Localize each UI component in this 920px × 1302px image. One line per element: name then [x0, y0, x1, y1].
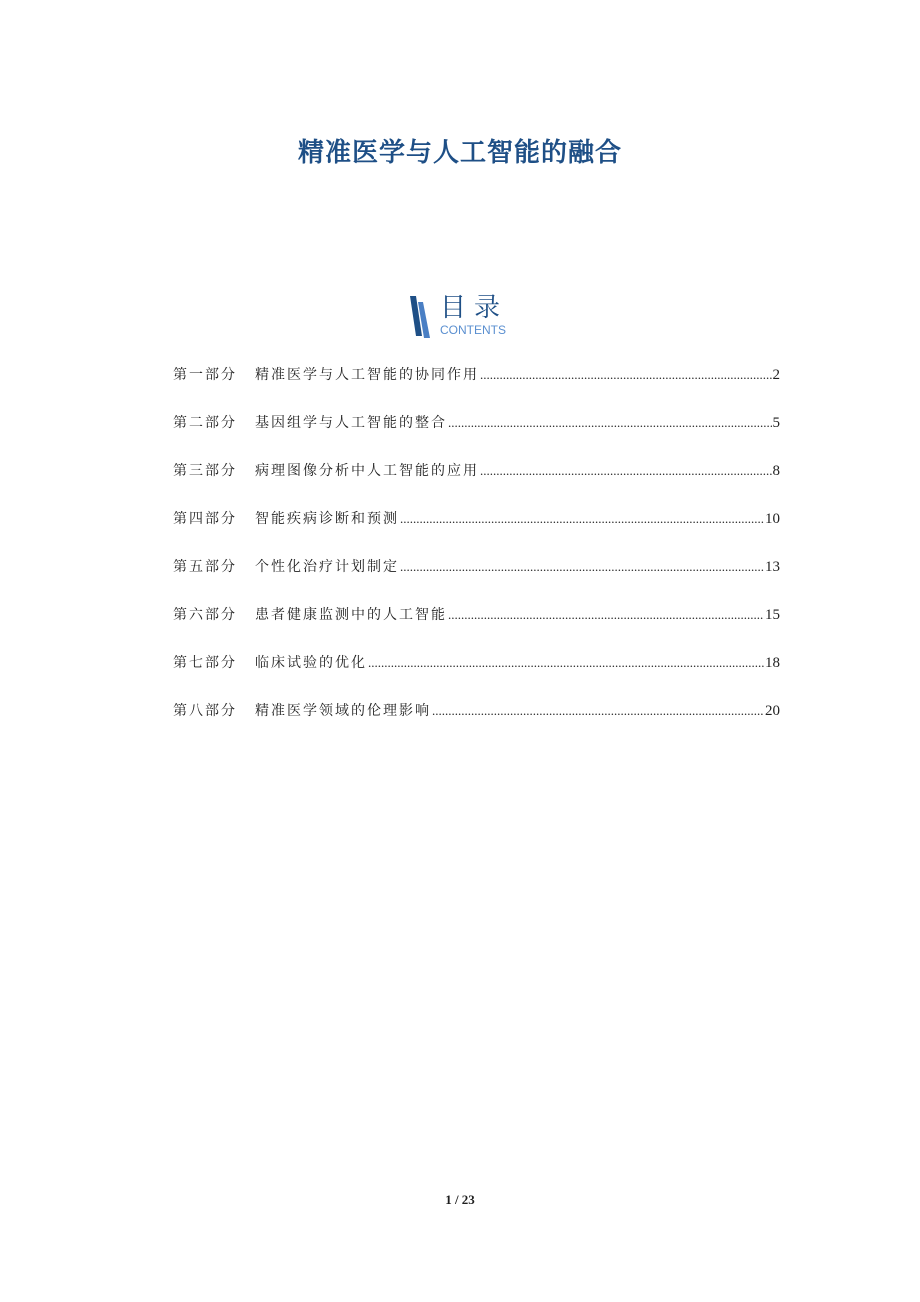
- toc-dot-leader: [448, 607, 764, 623]
- toc-entry[interactable]: [173, 508, 780, 556]
- toc-entry-part: 第七部分: [173, 655, 237, 671]
- toc-entry-page: 13: [765, 559, 780, 575]
- toc-entry-title: 个性化治疗计划制定: [255, 559, 399, 575]
- toc-dot-leader: [448, 415, 772, 431]
- toc-entry-title: 临床试验的优化: [255, 655, 367, 671]
- toc-entry[interactable]: [173, 412, 780, 460]
- toc-entry[interactable]: [173, 460, 780, 508]
- toc-entry-part: 第五部分: [173, 559, 237, 575]
- toc-entry-part: 第八部分: [173, 703, 237, 719]
- toc-entry-part: 第一部分: [173, 367, 237, 383]
- document-title: 精准医学与人工智能的融合: [297, 138, 622, 169]
- toc-dot-leader: [400, 511, 764, 527]
- toc-entry-part: 第二部分: [173, 415, 237, 431]
- toc-entry-part: 第三部分: [173, 463, 237, 479]
- toc-entry-page: 20: [765, 703, 780, 719]
- toc-entry-part: 第六部分: [173, 607, 237, 623]
- toc-entry-page: 2: [772, 367, 780, 383]
- toc-entry-title: 基因组学与人工智能的整合: [255, 415, 447, 431]
- toc-entry-part: 第四部分: [173, 511, 237, 527]
- toc-entry[interactable]: [173, 604, 780, 652]
- toc-entry-page: 18: [765, 655, 780, 671]
- toc-entry-page: 5: [772, 415, 780, 431]
- toc-entry-page: 10: [765, 511, 780, 527]
- toc-entry-title: 精准医学与人工智能的协同作用: [255, 367, 479, 383]
- page-number: 1 / 23: [445, 1192, 475, 1207]
- table-of-contents: [173, 364, 780, 748]
- toc-entry-title: 精准医学领域的伦理影响: [255, 703, 431, 719]
- toc-header: [408, 294, 528, 340]
- toc-entry[interactable]: [173, 652, 780, 700]
- toc-entry-title: 病理图像分析中人工智能的应用: [255, 463, 479, 479]
- toc-dot-leader: [432, 703, 764, 719]
- toc-entry[interactable]: [173, 556, 780, 604]
- toc-dot-leader: [400, 559, 764, 575]
- toc-heading: 目录: [440, 293, 509, 323]
- toc-dot-leader: [368, 655, 764, 671]
- toc-entry[interactable]: [173, 700, 780, 748]
- toc-dot-leader: [480, 367, 772, 383]
- toc-subheading: CONTENTS: [440, 323, 506, 337]
- toc-entry-page: 15: [765, 607, 780, 623]
- toc-entry[interactable]: [173, 364, 780, 412]
- toc-entry-page: 8: [772, 463, 780, 479]
- toc-entry-title: 患者健康监测中的人工智能: [255, 607, 447, 623]
- toc-entry-title: 智能疾病诊断和预测: [255, 511, 399, 527]
- toc-dot-leader: [480, 463, 772, 479]
- toc-logo-icon: [408, 296, 432, 338]
